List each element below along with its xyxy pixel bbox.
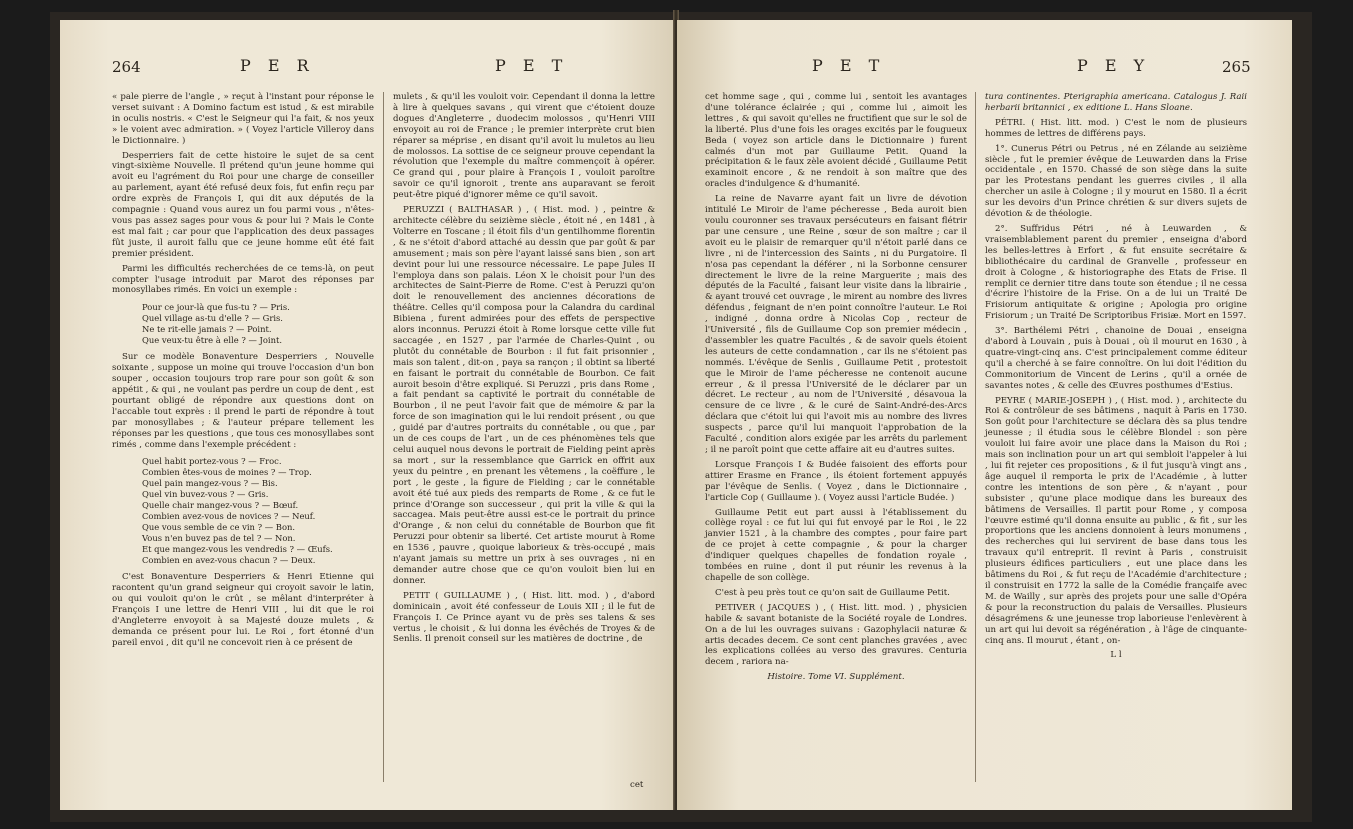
paragraph: 2°. Suffridus Pétri , né à Leuwarden , & vraisemblablement parent du premier , enseigna d'abord les belles-lettres à Erfort , & fut ensuite secrétaire & bibliothécaire du cardinal de Granvelle , professeur en droit à Cologne , & historiographe des Etats de Frise. Il remplit ce dernier titre dans toute son étendue ; il ne cessa d'écrire l'histoire de la Frise. On a de lui un Traité De Frisiorum antiquitate & origine ; Apologia pro origine Frisiorum ; un Traité De Scriptoribus Frisiæ. Mort en 1597. <box>985 223 1247 322</box>
paragraph: Guillaume Petit eut part aussi à l'établissement du collège royal : ce fut lui qui fut envoyé par le Roi , le 22 janvier 1521 , à la chambre des comptes , pour faire part de ce projet à cette compagnie , & pour la charger d'indiquer quelques chapelles de fondation royale , tombées en ruine , dont il put réunir les revenus à la chapelle de son collège. <box>705 507 967 583</box>
paragraph: Lorsque François I & Budée faisoient des efforts pour attirer Erasme en France , ils étoient fortement appuyés par l'évêque de Senlis. ( Voyez , dans le Dictionnaire , l'article Cop ( Guillaume ). ( Voyez aussi l'article Budée. ) <box>705 459 967 503</box>
paragraph: PERUZZI ( BALTHASAR ) , ( Hist. mod. ) , peintre & architecte célèbre du seizième siècle , étoit né , en 1481 , à Volterre en Toscane ; il étoit fils d'un gentilhomme florentin , & ne s'étoit d'abord attaché au dessin que par goût & par amusement ; mais son père l'ayant laissé sans bien , son art devint pour lui une ressource nécessaire. Le pape Jules II l'employa dans son palais. Léon X le choisit pour l'un des architectes de Saint-Pierre de Rome. C'est à Peruzzi qu'on doit le renouvellement des anciennes décorations de théâtre. Celles qu'il composa pour la Calandra du cardinal Bibiena , furent admirées pour des effets de perspective alors inconnus. Peruzzi étoit à Rome lorsque cette ville fut saccagée , en 1527 , par l'armée de Charles-Quint , ou plutôt du connétable de Bourbon : il fut fait prisonnier , mais son talent , dit-on , paya sa rançon ; il obtint sa liberté en faisant le portrait du connétable de Bourbon. Ce fait auroit besoin d'être expliqué. Si Peruzzi , pris dans Rome , a fait pendant sa captivité le portrait du connétable de Bourbon , il ne peut l'avoir fait que de mémoire & par la force de son imagination qui le lui rendoit présent , ou que , guidé par d'autres portraits du connétable , ou que , par un de ces coups de l'art , un de ces phénomènes tels que celui auquel nous devons le portrait de Fielding peint après sa mort , sur la ressemblance que Garrick en offrit aux yeux du peintre , en prenant les vêtemens , la coëffure , le port , le geste , la figure de Fielding ; car le connétable avoit été tué aux pieds des remparts de Rome , & ce fut le prince d'Orange son successeur , qui prit la ville & qui la saccagea. Mais peut-être aussi est-ce le portrait du prince d'Orange , & non celui du connétable de Bourbon que fit Peruzzi pour obtenir sa liberté. Cet artiste mourut à Rome en 1536 , pauvre , quoique laborieux & très-occupé , mais n'ayant jamais su mettre un prix à ses ouvrages , ni en demander autre chose que ce qu'on vouloit bien lui en donner. <box>393 205 655 586</box>
paragraph: 1°. Cunerus Pétri ou Petrus , né en Zélande au seizième siècle , fut le premier évêque de Leuwarden dans la Frise occidentale , en 1570. Chassé de son siège dans la suite par les Protestans pendant les guerres civiles , il alla chercher un asile à Cologne ; il y mourut en 1580. Il a écrit sur les devoirs d'un Prince chrétien & sur divers sujets de dévotion & de théologie. <box>985 143 1247 220</box>
right-column-1 <box>705 92 967 683</box>
verse-line: Pour ce jour-là que fus-tu ? — Pris. <box>142 302 290 313</box>
left-page <box>60 20 675 810</box>
verse-line: Que veux-tu être à elle ? — Joint. <box>142 335 283 346</box>
signature-mark: L l <box>1110 650 1122 661</box>
column-rule <box>975 92 976 782</box>
paragraph: « pale pierre de l'angle , » reçut à l'instant pour réponse le verset suivant : A Domino factum est istud , & est mirabile in oculis nostris. « C'est le Seigneur qui l'a fait, & nos yeux » le voient avec admiration. » ( Voyez l'article Villeroy dans le Dictionnaire. ) <box>112 92 374 146</box>
paragraph: PETIT ( GUILLAUME ) , ( Hist. litt. mod. ) , d'abord dominicain , avoit été confesseur de Louis XII ; il le fut de François I. Ce Prince ayant vu de près ses talens & ses vertus , le choisit , & lui donna les évêchés de Troyes & de Senlis. Il prenoit conseil sur les matières de doctrine , de <box>393 590 655 645</box>
right-head-left: P E T <box>812 56 886 75</box>
verse-line: Combien en avez-vous chacun ? — Deux. <box>142 555 316 566</box>
right-page <box>677 20 1292 810</box>
verse-line: Combien êtes-vous de moines ? — Trop. <box>142 467 312 478</box>
paragraph: C'est Bonaventure Desperriers & Henri Etienne qui racontent qu'un grand seigneur qui croyoit savoir le latin, ou qui vouloit qu'on le crût , se mêlant d'interpréter à François I une lettre de Henri VIII , lui dit que le roi d'Angleterre envoyoit à sa Majesté douze mulets , & demanda ce présent pour lui. Le Roi , fort étonné d'un pareil envoi , dit qu'il ne concevoit rien à ce présent de <box>112 572 374 648</box>
verse-line: Que vous semble de ce vin ? — Bon. <box>142 522 296 533</box>
verse-line: Ne te rit-elle jamais ? — Point. <box>142 324 272 335</box>
catchword: cet <box>630 780 644 790</box>
paragraph: mulets , & qu'il les vouloit voir. Cependant il donna la lettre à lire à quelques savans , qui virent que c'étoient douze dogues d'Angleterre , duodecim molossos , qu'Henri VIII envoyoit au roi de France ; le premier interprète crut bien réparer sa méprise , en disant qu'il avoit lu muletos au lieu de molossos. La sottise de ce seigneur prouve cependant la révolution que l'exemple du maître commençoit à opérer. Ce grand qui , pour plaire à François I , vouloit paroître savoir ce qu'il ignoroit , trente ans auparavant se feroit peut-être piqué d'ignorer même ce qu'il savoit. <box>393 92 655 201</box>
left-column-2 <box>393 92 655 649</box>
verse-line: Quel pain mangez-vous ? — Bis. <box>142 478 278 489</box>
right-head-right: P E Y <box>1077 56 1151 75</box>
verse-block-1 <box>142 302 374 346</box>
verse-line: Quelle chair mangez-vous ? — Bœuf. <box>142 500 299 511</box>
left-head-right: P E T <box>495 56 569 75</box>
paragraph: Sur ce modèle Bonaventure Desperriers , Nouvelle soixante , suppose un moine qui trouve l'occasion d'un bon souper , occasion toujours trop rare pour son goût & son appétit , & qui , ne voulant pas perdre un coup de dent , est pourtant obligé de répondre aux questions dont on l'accable tout exprès : il prend le parti de répondre à tout par monosyllabes ; & l'auteur prépare tellement les réponses par les questions , que tous ces monosyllabes sont rimés , comme dans l'exemple précédent : <box>112 352 374 450</box>
left-page-number: 264 <box>112 58 141 76</box>
paragraph: tura continentes. Pterigraphia americana. Catalogus J. Raii herbarii britannici , ex editione L. Hans Sloane. <box>985 92 1247 113</box>
paragraph: 3°. Barthélemi Pétri , chanoine de Douai , enseigna d'abord à Louvain , puis à Douai , où il mourut en 1630 , à quatre-vingt-cinq ans. C'est principalement comme éditeur qu'il a cherché à se faire connoître. On lui doit l'édition du Commonitorium de Vincent de Lerins , qu'il a ornée de savantes notes , & celle des Œuvres posthumes d'Estius. <box>985 326 1247 391</box>
right-running-head <box>677 56 1292 86</box>
verse-line: Quel vin buvez-vous ? — Gris. <box>142 489 269 500</box>
column-rule <box>383 92 384 782</box>
paragraph: PÉTRI. ( Hist. litt. mod. ) C'est le nom de plusieurs hommes de lettres de différens pays. <box>985 117 1247 139</box>
paragraph: PEYRE ( MARIE-JOSEPH ) , ( Hist. mod. ) , architecte du Roi & contrôleur de ses bâtimens , naquit à Paris en 1730. Son goût pour l'architecture se déclara dès sa plus tendre jeunesse ; il étudia sous le célèbre Blondel : son père vouloit lui faire avoir une place dans la Maison du Roi ; mais son inclination pour un art qui sembloit l'appeler à lui , lui fit rejeter ces propositions , & il fut jusqu'à vingt ans , âge auquel il remporta le prix de l'Académie , à lutter contre les intentions de son père , & n'ayant , pour subsister , qu'une place modique dans les bureaux des bâtimens de Versailles. Il partit pour Rome , y composa l'œuvre estimé qu'il donna ensuite au public , & fit , sur les proportions que les anciens donnoient à leurs monumens , des recherches qui lui servirent de base dans tous les travaux qu'il entreprit. Il revint à Paris , construisit plusieurs édifices particuliers , eut une place dans les bâtimens du Roi , & fut reçu de l'Académie d'architecture ; il construisit en 1772 la salle de la Comédie françaife avec M. de Wailly , sur après des projets pour une salle d'Opéra & pour la reconstruction du palais de Versailles. Plusieurs désagrémens & une jeunesse trop laborieuse l'enlevèrent à un art qui lui devoit sa régénération , à l'âge de cinquante-cinq ans. Il mourut , étant , on- <box>985 395 1247 646</box>
right-column-2 <box>985 92 1247 661</box>
paragraph: C'est à peu près tout ce qu'on sait de Guillaume Petit. <box>715 587 950 598</box>
verse-line: Quel habit portez-vous ? — Froc. <box>142 456 282 467</box>
paragraph: cet homme sage , qui , comme lui , sentoit les avantages d'une tolérance éclairée ; qui , comme lui , aimoit les lettres , & qui savoit qu'elles ne fructifient que sur le sol de la liberté. Plus d'une fois les orages excités par le fougueux Beda ( voyez son article dans le Dictionnaire ) furent calmés d'un mot par Guillaume Petit. Quand la précipitation & le faux zèle avoient décidé , Guillaume Petit examinoit encore , & ne rendoit à son maître que des oracles d'indulgence & d'humanité. <box>705 92 967 190</box>
paragraph: PETIVER ( JACQUES ) , ( Hist. litt. mod. ) , physicien habile & savant botaniste de la Société royale de Londres. On a de lui les ouvrages suivans : Gazophylacii naturæ & artis decades decem. Ce sont cent planches gravées , avec les explications collées au verso des gravures. Centuria decem , rariora na- <box>705 602 967 668</box>
verse-line: Vous n'en buvez pas de tel ? — Non. <box>142 533 296 544</box>
paragraph: Parmi les difficultés recherchées de ce tems-là, on peut compter l'usage introduit par Marot des réponses par monosyllabes rimés. En voici un exemple : <box>112 263 374 296</box>
volume-footer: Histoire. Tome VI. Supplément. <box>767 672 905 683</box>
verse-line: Combien avez-vous de novices ? — Neuf. <box>142 511 316 522</box>
verse-line: Quel village as-tu d'elle ? — Gris. <box>142 313 283 324</box>
paragraph: Desperriers fait de cette histoire le sujet de sa cent vingt-sixième Nouvelle. Il prétend qu'un jeune homme qui avoit eu l'agrément du Roi pour une charge de conseiller au parlement, ayant été refusé deux fois, fut enfin reçu par ordre exprès de François I, qui dit aux députés de la compagnie : Quand vous aurez un fou parmi vous , n'êtes-vous pas assez sages pour vous & pour lui ? Mais le Conte est mal fait ; car pour que l'application des deux passages fût juste, il auroit fallu que ce jeune homme eût été fait premier président. <box>112 150 374 259</box>
left-running-head <box>60 56 675 86</box>
paragraph: La reine de Navarre ayant fait un livre de dévotion intitulé Le Miroir de l'ame pécheresse , Beda auroit bien voulu couronner ses travaux persécuteurs en faisant flétrir par une censure , une Reine , sœur de son maître ; car il avoit eu le plaisir de remarquer qu'il n'étoit parlé dans ce livre , ni de l'intercession des Saints , ni du Purgatoire. Il n'osa pas cependant la déférer , ni la Sorbonne censurer directement le livre de la reine Marguerite ; mais des députés de la Faculté , faisant leur visite dans la librairie , & ayant trouvé cet ouvrage , le mirent au nombre des livres défendus , feignant de n'en point connoître l'auteur. Le Roi , indigné , donna ordre à Nicolas Cop , recteur de l'Université , fils de Guillaume Cop son premier médecin , d'assembler les quatre Facultés , & de savoir quels étoient les auteurs de cette condamnation , car ils ne s'étoient pas nommés. L'évêque de Senlis , Guillaume Petit , protestoit que le Miroir de l'ame pécheresse ne contenoit aucune erreur , & il pressa l'Université de le déclarer par un décret. Le recteur , au nom de l'Université , désavoua la censure de ce livre , & le curé de Saint-André-des-Arcs déclara que c'étoit lui qui l'avoit mis au nombre des livres suspects , parce qu'il lui manquoit l'approbation de la Faculté , condition alors exigée par les arrêts du parlement ; il ne paroît point que cette affaire ait eu d'autres suites. <box>705 194 967 455</box>
verse-block-2 <box>142 456 374 566</box>
verse-line: Et que mangez-vous les vendredis ? — Œufs. <box>142 544 333 555</box>
left-head-left: P E R <box>240 56 315 75</box>
left-column-1 <box>112 92 374 653</box>
right-page-number: 265 <box>1222 58 1251 76</box>
